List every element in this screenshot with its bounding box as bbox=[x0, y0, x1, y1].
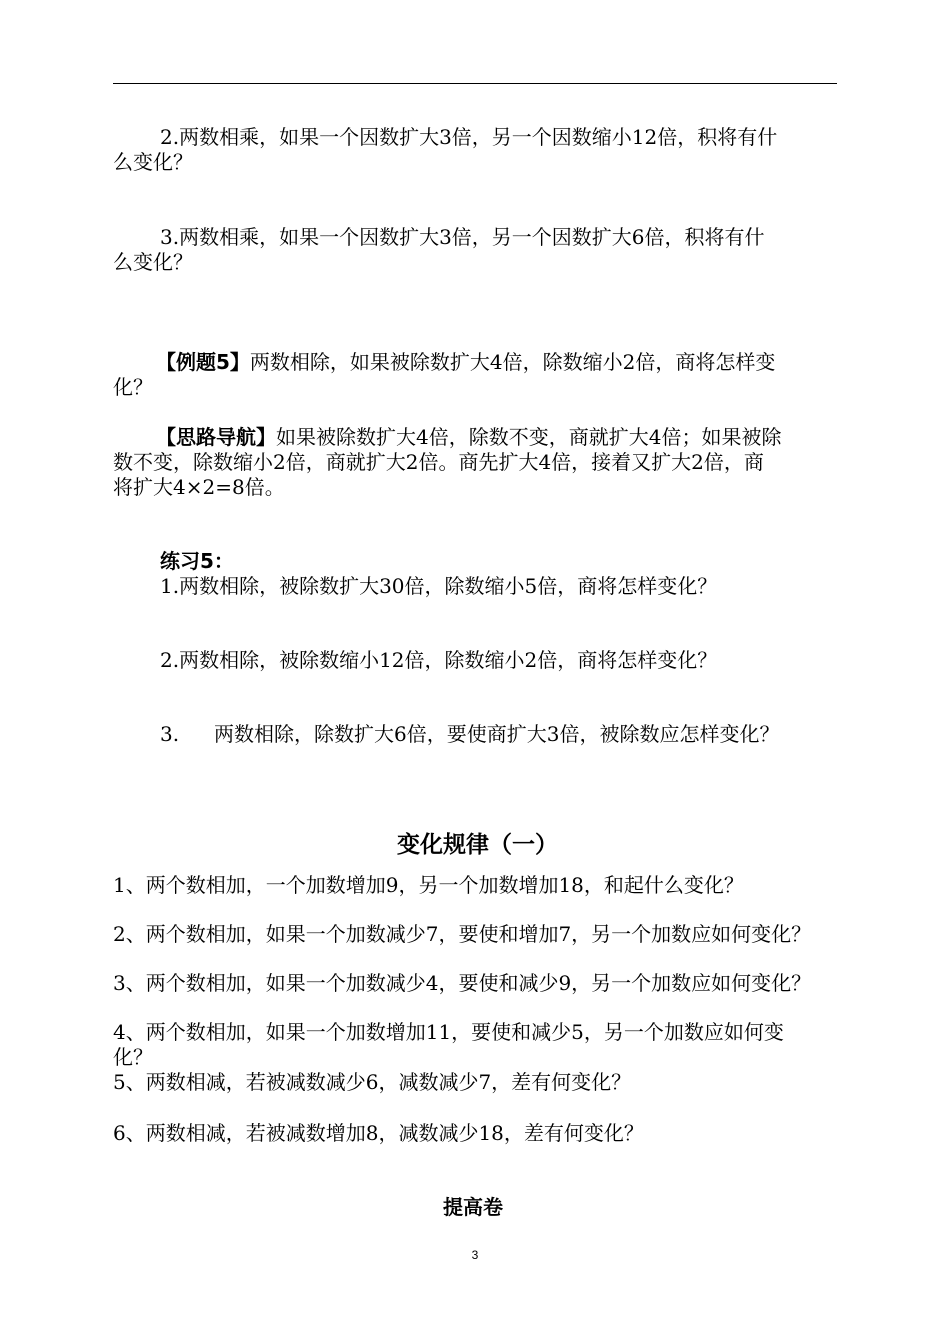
page-number: 3 bbox=[471, 1248, 479, 1262]
section-item-6: 6、两数相减，若被减数增加8，减数减少18，差有何变化？ bbox=[113, 1121, 644, 1145]
guide-line1 bbox=[156, 425, 781, 449]
example5-label: 【例题5】 bbox=[156, 350, 250, 374]
section-item-2: 2、两个数相加，如果一个加数减少7，要使和增加7，另一个加数应如何变化？ bbox=[113, 922, 812, 946]
example5-line1 bbox=[156, 350, 775, 374]
guide-label: 【思路导航】 bbox=[156, 425, 276, 449]
practice4-question-3-line1: 3.两数相乘，如果一个因数扩大3倍，另一个因数扩大6倍，积将有什 bbox=[160, 225, 765, 249]
practice5-item-1: 1.两数相除，被除数扩大30倍，除数缩小5倍，商将怎样变化？ bbox=[160, 574, 718, 598]
guide-line2: 数不变，除数缩小2倍，商就扩大2倍。商先扩大4倍，接着又扩大2倍，商 bbox=[113, 450, 764, 474]
practice5-item-3-text: 两数相除，除数扩大6倍，要使商扩大3倍，被除数应怎样变化？ bbox=[214, 722, 780, 746]
practice5-title: 练习5： bbox=[160, 549, 234, 573]
practice4-question-2-line1: 2.两数相乘，如果一个因数扩大3倍，另一个因数缩小12倍，积将有什 bbox=[160, 125, 778, 149]
practice4-question-3-line2: 么变化？ bbox=[113, 250, 193, 274]
guide-text: 如果被除数扩大4倍，除数不变，商就扩大4倍；如果被除 bbox=[276, 425, 782, 449]
section-title: 变化规律（一） bbox=[397, 832, 558, 858]
section-item-4-line1: 4、两个数相加，如果一个加数增加11，要使和减少5，另一个加数应如何变 bbox=[113, 1020, 784, 1044]
section-item-4-line2: 化？ bbox=[113, 1045, 153, 1069]
example5-line2: 化？ bbox=[113, 375, 153, 399]
example5-text: 两数相除，如果被除数扩大4倍，除数缩小2倍，商将怎样变 bbox=[249, 350, 776, 374]
guide-line3: 将扩大4×2=8倍。 bbox=[113, 475, 285, 499]
section-item-5: 5、两数相减，若被减数减少6，减数减少7，差有何变化？ bbox=[113, 1070, 632, 1094]
practice4-question-2-line2: 么变化？ bbox=[113, 150, 193, 174]
practice5-item-2: 2.两数相除，被除数缩小12倍，除数缩小2倍，商将怎样变化？ bbox=[160, 648, 718, 672]
practice5-item-3-number: 3. bbox=[160, 722, 180, 746]
header-rule bbox=[113, 83, 837, 84]
section-item-1: 1、两个数相加，一个加数增加9，另一个加数增加18，和起什么变化？ bbox=[113, 873, 744, 897]
section-item-3: 3、两个数相加，如果一个加数减少4，要使和减少9，另一个加数应如何变化？ bbox=[113, 971, 812, 995]
subsection-title: 提高卷 bbox=[443, 1195, 503, 1219]
